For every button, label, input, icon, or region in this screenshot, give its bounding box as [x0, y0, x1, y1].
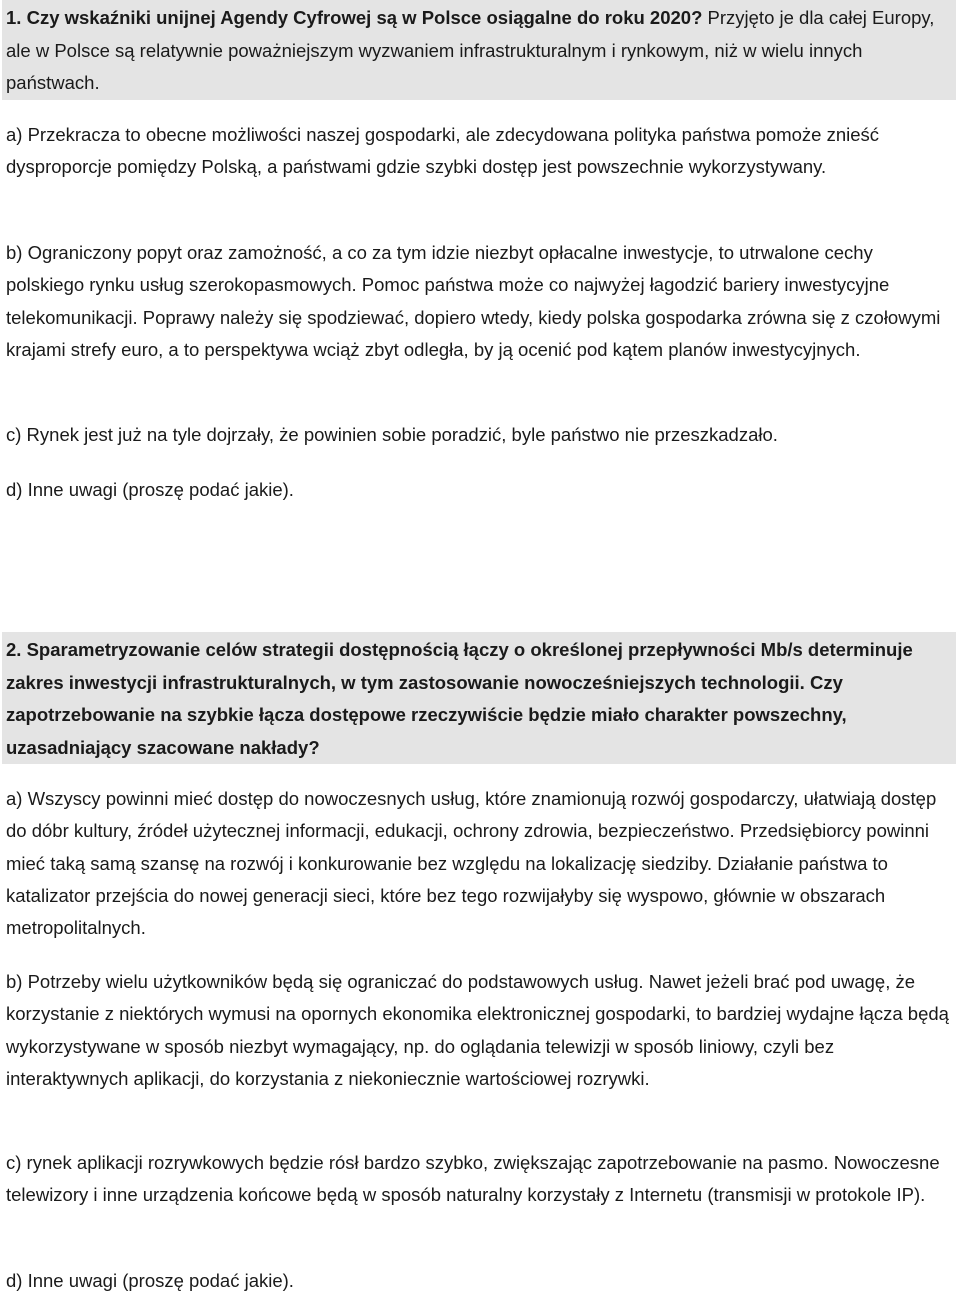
question-2-number: 2.: [6, 639, 22, 660]
question-1-number: 1.: [6, 7, 22, 28]
question-1-answer-a: a) Przekracza to obecne możliwości naszej gospodarki, ale zdecydowana polityka państwa pomoże znieść dysproporcje pomiędzy Polską, a państwami gdzie szybki dostęp jest powszechnie wykorzystywany.: [6, 124, 880, 178]
question-2-answer-b: b) Potrzeby wielu użytkowników będą się ograniczać do podstawowych usług. Nawet jeżeli brać pod uwagę, że korzystanie z niektórych wymusi na opornych ekonomika elektronicznej gospodarki, to bardziej wydajne łącza będą wykorzystywane w sposób niezbyt wymagający, np. do oglądania telewizji w sposób liniowy, czyli bez interaktywnych aplikacji, do korzystania z niekoniecznie wartościowej rozrywki.: [6, 971, 949, 1089]
question-2-answer-c: c) rynek aplikacji rozrywkowych będzie rósł bardzo szybko, zwiększając zapotrzebowanie na pasmo. Nowoczesne telewizory i inne urządzenia końcowe będą w sposób naturalny korzystały z Internetu (transmisji w protokole IP).: [6, 1152, 940, 1206]
question-1-answer-d: d) Inne uwagi (proszę podać jakie).: [6, 479, 294, 500]
question-2-answer-a: a) Wszyscy powinni mieć dostęp do nowoczesnych usług, które znamionują rozwój gospodarczy, ułatwiają dostęp do dóbr kultury, źródeł użytecznej informacji, edukacji, ochrony zdrowia, bezpieczeństwo. Przedsiębiorcy powinni mieć taką samą szansę na rozwój i konkurowanie bez względu na lokalizację siedziby. Działanie państwa to katalizator przejścia do nowej generacji sieci, które bez tego rozwijałyby się wyspowo, głównie w obszarach metropolitalnych.: [6, 788, 937, 939]
question-1-answer-c: c) Rynek jest już na tyle dojrzały, że powinien sobie poradzić, byle państwo nie przeszkadzało.: [6, 424, 778, 445]
question-1-box: [2, 0, 956, 100]
question-2-text: Sparametryzowanie celów strategii dostępnością łączy o określonej przepływności Mb/s determinuje zakres inwestycji infrastrukturalnych, w tym zastosowanie nowocześniejszych technologii. Czy zapotrzebowanie na szybkie łącza dostępowe rzeczywiście będzie miało charakter powszechny, uzasadniający szacowane nakłady?: [6, 639, 913, 758]
question-2-answer-d: d) Inne uwagi (proszę podać jakie).: [6, 1270, 294, 1291]
question-1-text: Czy wskaźniki unijnej Agendy Cyfrowej są w Polsce osiągalne do roku 2020?: [26, 7, 703, 28]
question-2-box: [2, 632, 956, 764]
question-1-comment: Przyjęto je dla całej Europy, ale w Polsce są relatywnie poważniejszym wyzwaniem infrastrukturalnym i rynkowym, niż w wielu innych państwach.: [6, 7, 935, 93]
question-1-answer-b: b) Ograniczony popyt oraz zamożność, a co za tym idzie niezbyt opłacalne inwestycje, to utrwalone cechy polskiego rynku usług szerokopasmowych. Pomoc państwa może co najwyżej łagodzić bariery inwestycyjne telekomunikacji. Poprawy należy się spodziewać, dopiero wtedy, kiedy polska gospodarka zrówna się z czołowymi krajami strefy euro, a to perspektywa wciąż zbyt odległa, by ją ocenić pod kątem planów inwestycyjnych.: [6, 242, 941, 360]
